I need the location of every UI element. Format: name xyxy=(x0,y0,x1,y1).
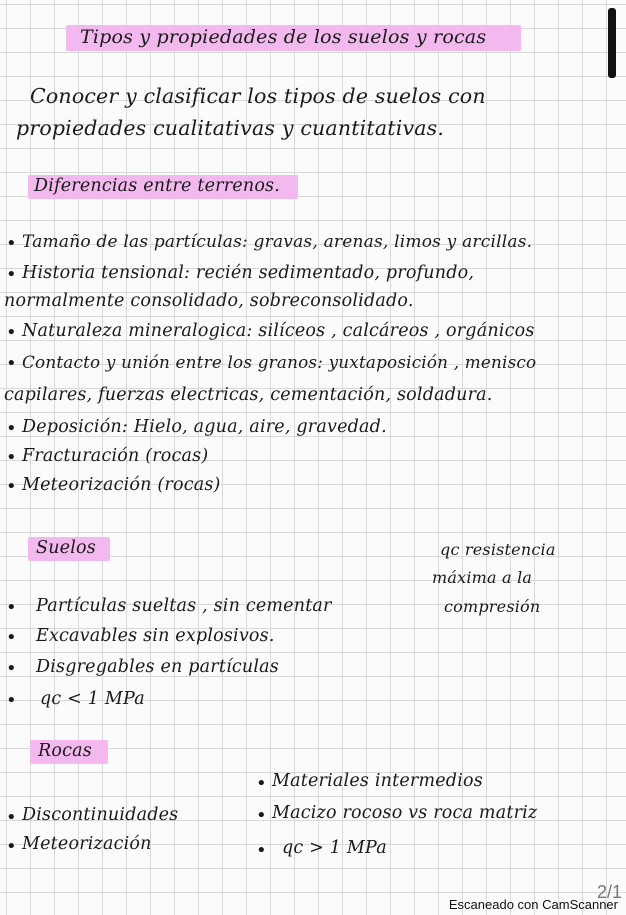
bullet: • xyxy=(6,807,17,828)
bullet: • xyxy=(6,690,17,711)
binder-mark xyxy=(608,8,616,78)
list-item-continuation: capilares, fuerzas electricas, cementación, soldadura. xyxy=(4,385,493,405)
bullet: • xyxy=(6,836,17,857)
rocas-heading: Rocas xyxy=(38,741,92,761)
bullet: • xyxy=(6,447,17,468)
scanner-watermark: Escaneado con CamScanner xyxy=(448,897,618,912)
list-item: Discontinuidades xyxy=(22,805,179,825)
bullet: • xyxy=(6,658,17,679)
bullet: • xyxy=(256,840,267,861)
page-title: Tipos y propiedades de los suelos y rocas xyxy=(80,26,487,48)
bullet: • xyxy=(6,597,17,618)
page-number: 2/1 xyxy=(596,882,622,902)
list-item: qc < 1 MPa xyxy=(40,689,145,709)
bullet: • xyxy=(6,264,17,285)
list-item: Deposición: Hielo, agua, aire, gravedad. xyxy=(22,417,387,437)
bullet: • xyxy=(6,353,17,374)
bullet: • xyxy=(256,773,267,794)
bullet: • xyxy=(6,418,17,439)
bullet: • xyxy=(6,476,17,497)
list-item: Historia tensional: recién sedimentado, profundo, xyxy=(22,263,475,283)
list-item: Disgregables en partículas xyxy=(36,657,279,677)
list-item-continuation: normalmente consolidado, sobreconsolidado. xyxy=(4,291,414,311)
note-line: qc resistencia xyxy=(440,540,556,559)
bullet: • xyxy=(6,627,17,648)
list-item: Tamaño de las partículas: gravas, arenas, limos y arcillas. xyxy=(22,232,533,252)
list-item: Macizo rocoso vs roca matriz xyxy=(272,803,538,823)
bullet: • xyxy=(256,805,267,826)
list-item: Excavables sin explosivos. xyxy=(36,626,275,646)
objective-line-1: Conocer y clasificar los tipos de suelos con xyxy=(30,84,486,108)
list-item: Contacto y unión entre los granos: yuxtaposición , menisco xyxy=(22,352,537,372)
note-line: máxima a la xyxy=(432,568,533,587)
bullet: • xyxy=(6,233,17,254)
list-item: Meteorización (rocas) xyxy=(22,475,221,495)
list-item: Materiales intermedios xyxy=(272,771,483,791)
list-item: Fracturación (rocas) xyxy=(22,446,209,466)
objective-line-2: propiedades cualitativas y cuantitativas. xyxy=(16,116,445,140)
suelos-heading: Suelos xyxy=(36,538,96,558)
list-item: Naturaleza mineralogica: silíceos , calcáreos , orgánicos xyxy=(22,321,535,341)
bullet: • xyxy=(6,322,17,343)
list-item: Partículas sueltas , sin cementar xyxy=(36,596,332,616)
list-item: Meteorización xyxy=(22,834,152,854)
list-item: qc > 1 MPa xyxy=(282,838,387,858)
note-line: compresión xyxy=(444,597,541,616)
terrenos-heading: Diferencias entre terrenos. xyxy=(34,176,280,196)
